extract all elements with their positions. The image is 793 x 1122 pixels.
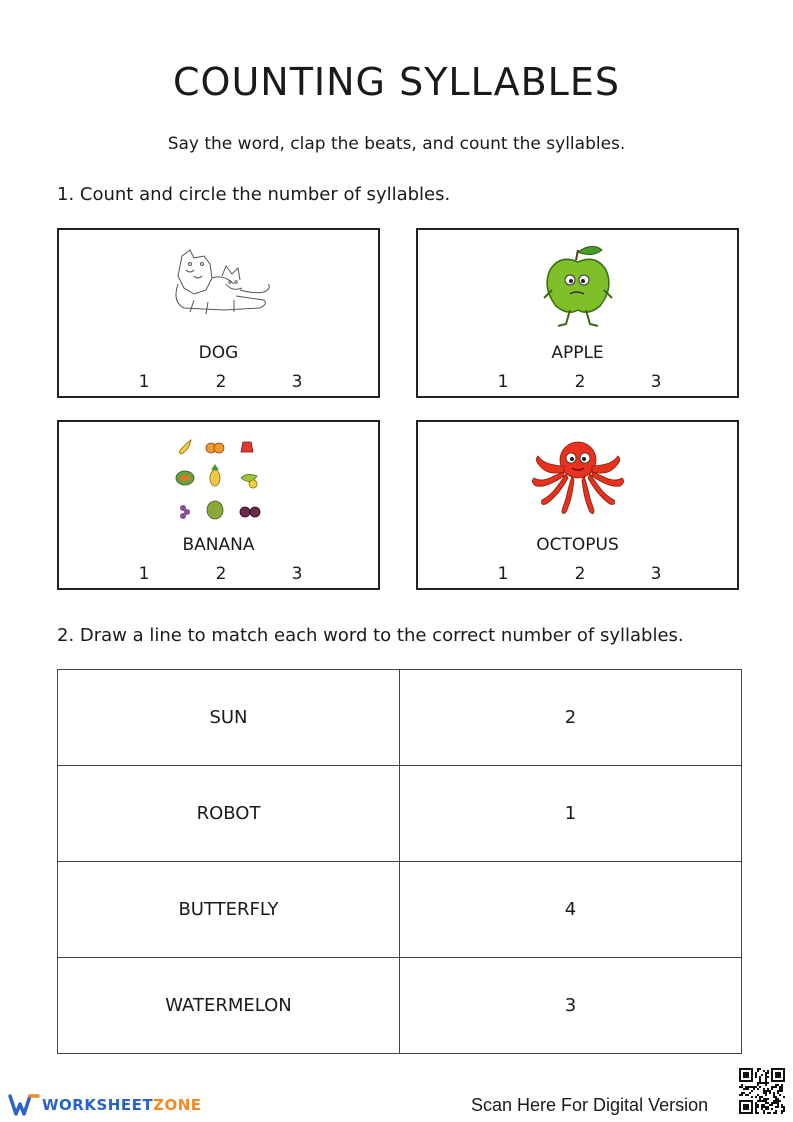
card-banana	[57, 420, 380, 590]
syllable-options	[418, 372, 737, 392]
table-row	[58, 670, 742, 766]
card-word: BANANA	[182, 535, 255, 555]
option-3[interactable]: 3	[291, 372, 303, 392]
card-word: DOG	[198, 343, 239, 363]
section2-instruction: 2. Draw a line to match each word to the correct number of syllables.	[57, 625, 684, 646]
table-row	[58, 958, 742, 1054]
word-cell[interactable]: ROBOT	[58, 766, 400, 862]
card-word: OCTOPUS	[536, 535, 619, 555]
option-1[interactable]: 1	[138, 564, 150, 584]
number-cell[interactable]: 3	[400, 958, 742, 1054]
option-1[interactable]: 1	[497, 564, 509, 584]
table-row	[58, 862, 742, 958]
number-cell[interactable]: 1	[400, 766, 742, 862]
card-octopus	[416, 420, 739, 590]
worksheetzone-logo-icon	[8, 1092, 40, 1118]
section1-instruction: 1. Count and circle the number of syllables.	[57, 184, 451, 205]
brand-logo[interactable]	[42, 1096, 202, 1114]
syllable-options	[418, 564, 737, 584]
number-cell[interactable]: 4	[400, 862, 742, 958]
word-cell[interactable]: WATERMELON	[58, 958, 400, 1054]
card-dog	[57, 228, 380, 398]
option-3[interactable]: 3	[650, 564, 662, 584]
option-3[interactable]: 3	[291, 564, 303, 584]
apple-icon	[418, 244, 737, 344]
option-2[interactable]: 2	[215, 372, 227, 392]
page-title: COUNTING SYLLABLES	[173, 60, 620, 104]
dog-and-cat-icon	[59, 244, 378, 344]
octopus-icon	[418, 436, 737, 536]
table-row	[58, 766, 742, 862]
matching-table	[57, 669, 742, 1054]
number-cell[interactable]: 2	[400, 670, 742, 766]
brand-part2: ZONE	[153, 1096, 202, 1114]
page-subtitle: Say the word, clap the beats, and count the syllables.	[167, 134, 626, 154]
word-cell[interactable]: SUN	[58, 670, 400, 766]
option-3[interactable]: 3	[650, 372, 662, 392]
card-apple	[416, 228, 739, 398]
scan-text: Scan Here For Digital Version	[471, 1095, 709, 1115]
option-2[interactable]: 2	[215, 564, 227, 584]
option-2[interactable]: 2	[574, 564, 586, 584]
syllable-options	[59, 372, 378, 392]
qr-code-icon[interactable]	[739, 1068, 785, 1114]
word-cell[interactable]: BUTTERFLY	[58, 862, 400, 958]
fruits-icon	[59, 436, 378, 536]
brand-part1: WORKSHEET	[42, 1096, 154, 1114]
card-word: APPLE	[551, 343, 604, 363]
option-1[interactable]: 1	[497, 372, 509, 392]
syllable-options	[59, 564, 378, 584]
option-1[interactable]: 1	[138, 372, 150, 392]
option-2[interactable]: 2	[574, 372, 586, 392]
